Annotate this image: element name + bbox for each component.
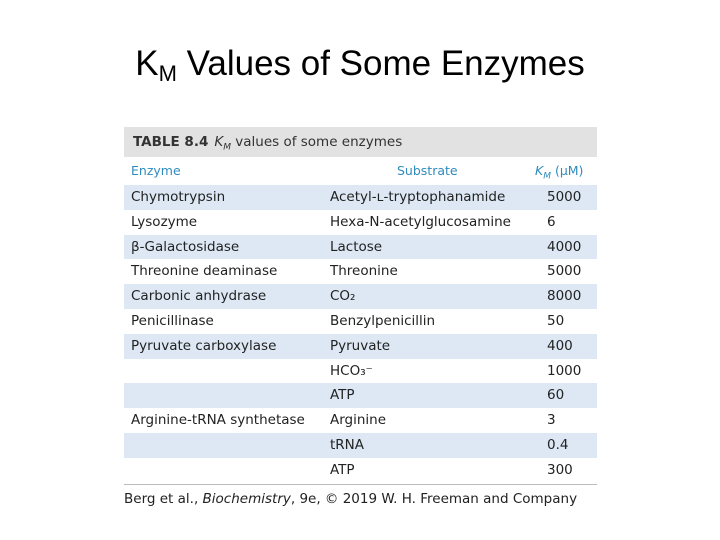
km-k: K: [214, 134, 224, 150]
table-row: [124, 334, 597, 359]
km-cell: 4000: [547, 238, 582, 255]
table-row: [124, 309, 597, 334]
header-enzyme: Enzyme: [131, 163, 181, 178]
table-row: [124, 433, 597, 458]
table-body: [124, 185, 597, 483]
substrate-cell: HCO₃⁻: [330, 362, 373, 379]
header-substrate: Substrate: [397, 163, 458, 178]
km-cell: 300: [547, 461, 573, 478]
substrate-cell: tRNA: [330, 436, 365, 453]
citation-authors: Berg et al.,: [124, 491, 203, 507]
table-row: [124, 408, 597, 433]
enzyme-cell: Chymotrypsin: [131, 189, 226, 205]
substrate-cell: Pyruvate: [330, 337, 391, 354]
table-row: [124, 235, 597, 260]
km-table: [124, 127, 597, 485]
substrate-cell: ATP: [330, 387, 355, 404]
citation-publisher: , 9e, © 2019 W. H. Freeman and Company: [290, 491, 578, 507]
table-title: [124, 127, 597, 157]
title-rest: Values of Some Enzymes: [176, 44, 585, 83]
table-bottom-rule: [124, 484, 597, 485]
km-cell: 60: [547, 387, 565, 404]
enzyme-cell: Pyruvate carboxylase: [131, 337, 277, 354]
table-row: [124, 259, 597, 284]
substrate-cell: Threonine: [330, 263, 398, 280]
source-citation: [124, 491, 577, 507]
header-km-k: K: [535, 163, 544, 178]
table-row: [124, 383, 597, 408]
enzyme-cell: Lysozyme: [131, 213, 198, 230]
enzyme-cell: Threonine deaminase: [131, 263, 278, 280]
km-cell: 5000: [547, 263, 582, 280]
substrate-cell: Benzylpenicillin: [330, 312, 436, 329]
km-cell: 0.4: [547, 436, 569, 453]
substrate-cell: Lactose: [330, 238, 383, 255]
table-row: [124, 359, 597, 384]
enzyme-cell: β-Galactosidase: [131, 238, 240, 255]
title-k: K: [135, 44, 159, 83]
km-cell: 8000: [547, 288, 582, 305]
substrate-cell: ATP: [330, 461, 355, 478]
citation-book: Biochemistry: [202, 491, 291, 507]
km-cell: 50: [547, 312, 565, 329]
title-subscript: M: [158, 61, 177, 86]
km-cell: 5000: [547, 189, 582, 205]
table-km-symbol: [214, 134, 231, 153]
enzyme-cell: Arginine-tRNA synthetase: [131, 412, 305, 429]
enzyme-cell: Carbonic anhydrase: [131, 288, 267, 305]
table-row: [124, 185, 597, 210]
km-cell: 3: [547, 412, 556, 429]
table-row: [124, 210, 597, 235]
substrate-cell: Arginine: [330, 412, 387, 429]
km-sub: M: [223, 142, 231, 153]
km-cell: 1000: [547, 362, 582, 379]
slide-title: [0, 44, 720, 87]
enzyme-cell: Penicillinase: [131, 312, 214, 329]
substrate-cell: Acetyl-ʟ-tryptophanamide: [330, 189, 506, 205]
header-km-sub: M: [543, 171, 551, 182]
header-km-unit: (μM): [550, 163, 584, 178]
table-caption: values of some enzymes: [230, 134, 403, 150]
km-cell: 6: [547, 213, 556, 230]
km-cell: 400: [547, 337, 573, 354]
table-header: [124, 157, 597, 185]
table-label: TABLE 8.4: [133, 134, 209, 150]
substrate-cell: CO₂: [330, 288, 356, 305]
substrate-cell: Hexa-N-acetylglucosamine: [330, 213, 511, 230]
table-row: [124, 458, 597, 483]
table-row: [124, 284, 597, 309]
